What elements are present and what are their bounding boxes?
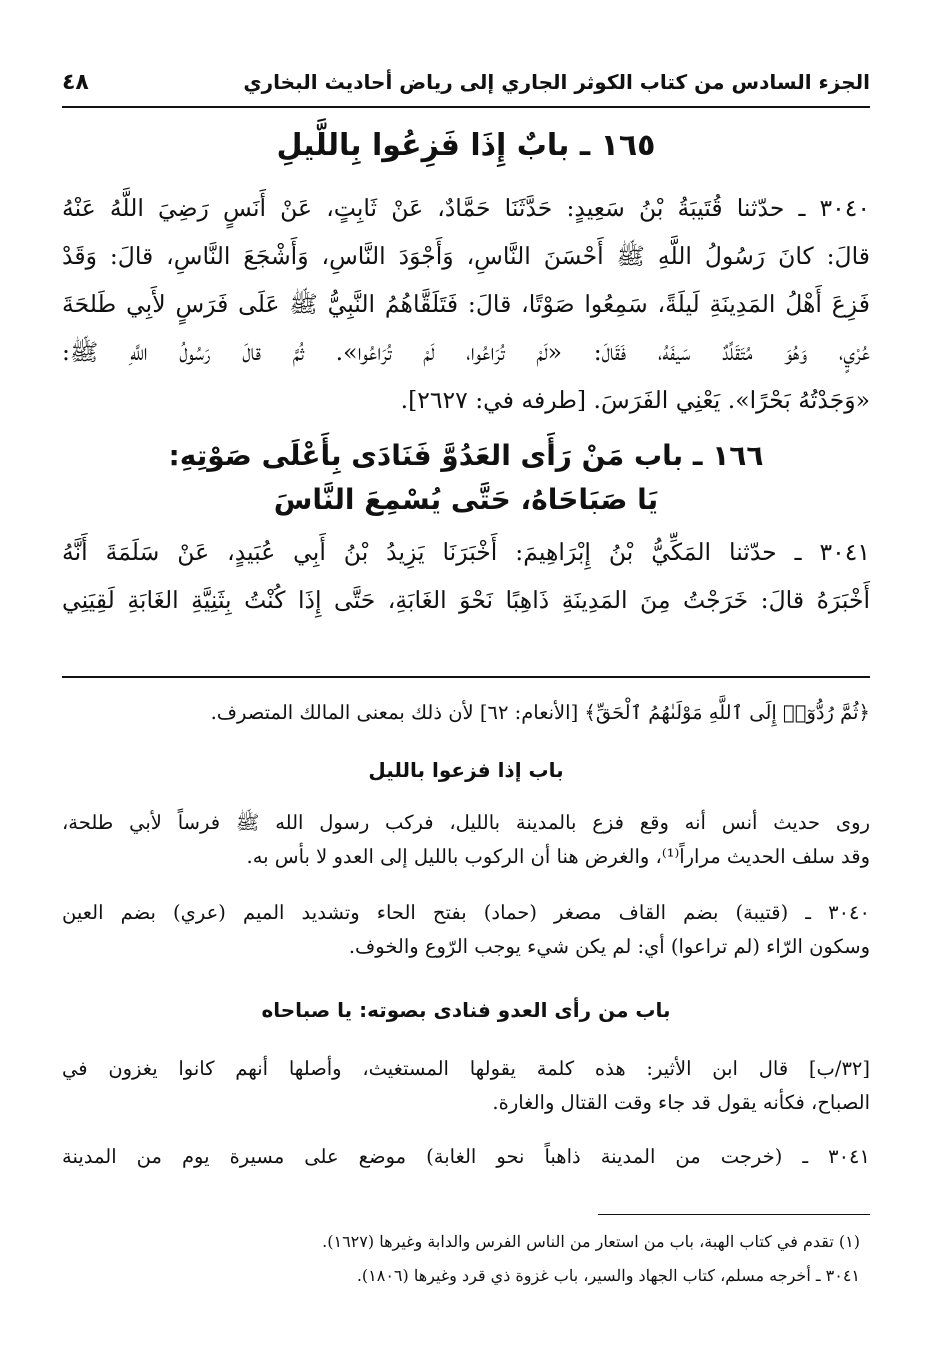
- commentary-paragraph: [62, 1052, 870, 1120]
- hadith-line: عُرْيٍ، وَهُوَ مُتَقَلِّدٌ سَيفَهُ، فَقَالَ: «لَمْ تُرَاعُوا، لَمْ تُرَاعُوا». ثُمَّ قالَ رَسُولُ اللَّهِ ﷺ:: [62, 338, 870, 366]
- section-divider: [62, 676, 870, 678]
- hadith-line: ٣٠٤٠ ـ حدّثنا قُتَيبَةُ بْنُ سَعِيدٍ: حَدَّثَنَا حَمَّادٌ، عَنْ ثَابِتٍ، عَنْ أَنَسٍ رَضِيَ اللَّهُ عَنْهُ: [62, 194, 870, 222]
- hadith-line: «وَجَدْتُهُ بَحْرًا». يَعْنِي الفَرَسَ. [طرفه في: ٢٦٢٧].: [400, 386, 870, 414]
- page-number: ٤٨: [62, 70, 89, 95]
- chapter-heading-line: يَا صَبَاحَاهُ، حَتَّى يُسْمِعَ النَّاسَ: [273, 483, 659, 516]
- commentary-line: وسكون الرّاء (لم تراعوا) أي: لم يكن شيء يوجب الرّوع والخوف.: [348, 935, 870, 958]
- footnote-rule: [598, 1214, 870, 1215]
- hadith-line: فَزِعَ أَهْلُ المَدِينَةِ لَيلَةً، سَمِعُوا صَوْتًا، قالَ: فَتَلَقَّاهُمُ النَّبِيُّ ﷺ عَلَى فَرَسٍ لأَبِي طَلحَةَ: [62, 290, 870, 318]
- hadith-3040: [62, 184, 870, 424]
- running-header: [62, 64, 870, 104]
- hadith-line: ٣٠٤١ ـ حدّثنا المَكِّيُّ بْنُ إِبْرَاهِيمَ: أَخْبَرَنَا يَزِيدُ بْنُ أَبِي عُبَيدٍ، عَنْ سَلَمَةَ أَنَّهُ: [62, 538, 870, 566]
- commentary-line: ٣٠٤٠ ـ (قتيبة) بضم القاف مصغر (حماد) بفتح الحاء وتشديد الميم (عري) بضم العين: [62, 901, 870, 924]
- header-rule: [62, 106, 870, 108]
- book-page: [62, 0, 870, 1361]
- chapter-heading-166: [62, 434, 870, 522]
- hadith-line: أَخْبَرَهُ قالَ: خَرَجْتُ مِنَ المَدِينَةِ ذَاهِبًا نَحْوَ الغَابَةِ، حَتَّى إِذَا كُنْتُ بِثَنِيَّةِ الغَابَةِ لَقِيَنِي: [62, 586, 870, 614]
- commentary-line: ٣٠٤١ ـ (خرجت من المدينة ذاهباً نحو الغابة) موضع على مسيرة يوم من المدينة: [62, 1145, 870, 1168]
- chapter-heading-165: ١٦٥ ـ بابٌ إِذَا فَزِعُوا بِاللَّيلِ: [276, 128, 656, 163]
- footnote: (١) تقدم في كتاب الهبة، باب من استعار من الناس الفرس والدابة وغيرها (١٦٢٧).: [322, 1232, 860, 1251]
- commentary-line: ﴿ثُمَّ رُدُّوٓا۟ إِلَى ٱللَّهِ مَوْلَىٰهُمُ ٱلْحَقِّ﴾ [الأنعام: ٦٢] لأن ذلك بمعنى المالك المتصرف.: [210, 701, 870, 724]
- commentary-paragraph: [62, 806, 870, 874]
- commentary-subheading: باب من رأى العدو فنادى بصوته: يا صباحاه: [261, 998, 671, 1022]
- hadith-3041: [62, 528, 870, 624]
- commentary-line: روى حديث أنس أنه وقع فزع بالمدينة بالليل، فركب رسول الله ﷺ فرساً لأبي طلحة،: [62, 811, 870, 834]
- header-title: الجزء السادس من كتاب الكوثر الجاري إلى رياض أحاديث البخاري: [243, 70, 870, 94]
- hadith-line: قالَ: كانَ رَسُولُ اللَّهِ ﷺ أَحْسَنَ النَّاسِ، وَأَجْوَدَ النَّاسِ، وَأَشْجَعَ النَّاسِ، قالَ: وَقَدْ: [62, 242, 870, 270]
- commentary-line: [٣٢/ب] قال ابن الأثير: هذه كلمة يقولها المستغيث، وأصلها أنهم كانوا يغزون في: [62, 1057, 870, 1080]
- commentary-paragraph: [62, 896, 870, 964]
- commentary-subheading: باب إذا فزعوا بالليل: [368, 758, 564, 782]
- commentary-line: الصباح، فكأنه يقول قد جاء وقت القتال والغارة.: [492, 1091, 870, 1114]
- chapter-heading-line: ١٦٦ ـ باب مَنْ رَأَى العَدُوَّ فَنَادَى بِأَعْلَى صَوْتِهِ:: [168, 439, 764, 472]
- commentary-line: وقد سلف الحديث مراراً⁽¹⁾، والغرض هنا أن الركوب بالليل إلى العدو لا بأس به.: [246, 845, 870, 868]
- commentary-paragraph: [62, 1140, 870, 1174]
- commentary-quran-line: [62, 696, 870, 730]
- footnote: ٣٠٤١ ـ أخرجه مسلم، كتاب الجهاد والسير، باب غزوة ذي قرد وغيرها (١٨٠٦).: [356, 1266, 860, 1285]
